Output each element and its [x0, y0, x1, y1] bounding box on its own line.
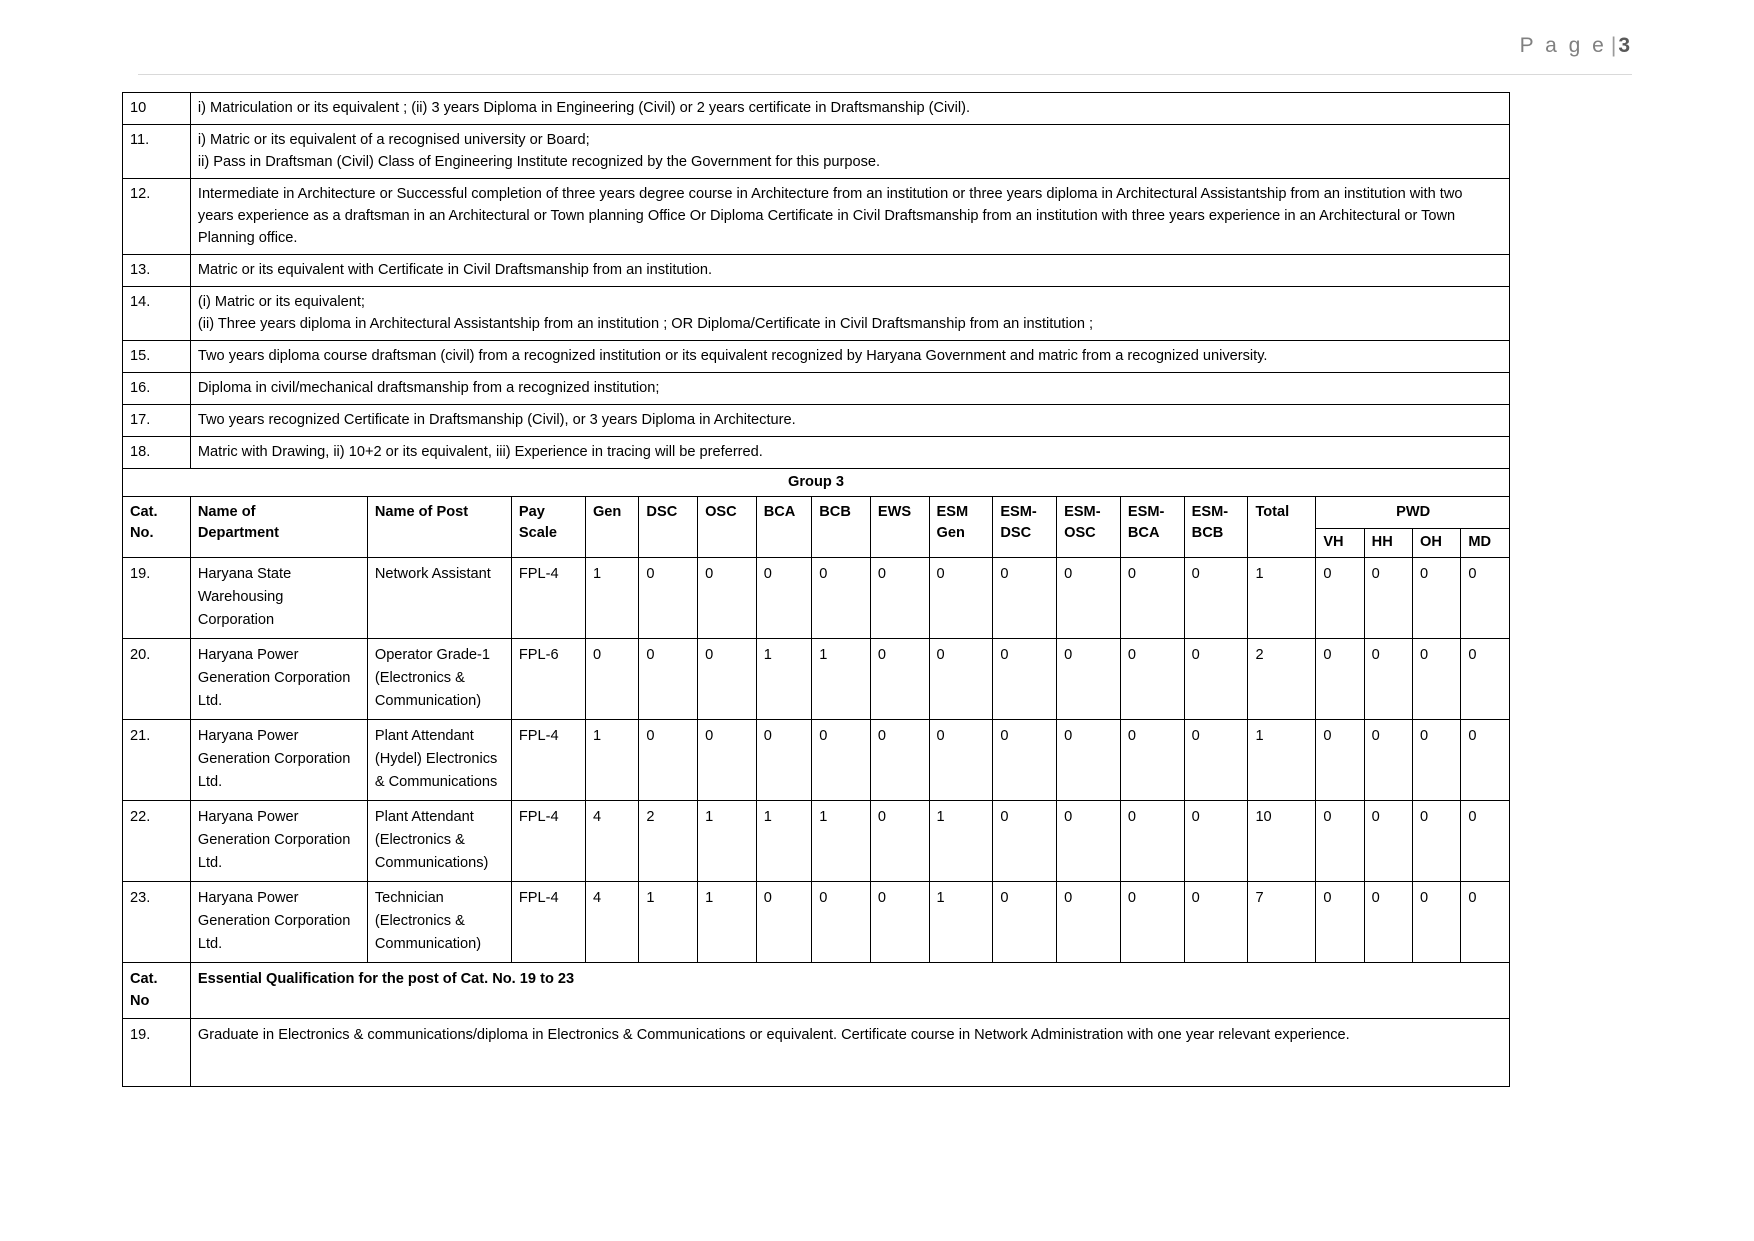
qualification-and-vacancy-table: [122, 92, 1510, 1087]
qualification-line: i) Matriculation or its equivalent ; (ii) 3 years Diploma in Engineering (Civil) or 2 years certificate in Draftsmanship (Civil).: [197, 100, 970, 116]
cell-dsc: 1: [639, 882, 698, 963]
page-separator: |: [1610, 34, 1617, 57]
header-esm-bcb-line2: BCB: [1191, 525, 1224, 541]
cell-bca: 0: [756, 720, 812, 801]
header-total: Total: [1248, 497, 1316, 558]
qualification-number: 11.: [123, 125, 191, 179]
cell-oh: 0: [1413, 801, 1461, 882]
cell-esm-bcb: 0: [1184, 639, 1248, 720]
qualification-number: 16.: [123, 373, 191, 405]
cell-ews: 0: [870, 720, 929, 801]
cell-vh: 0: [1316, 720, 1364, 801]
cell-bcb: 0: [812, 882, 871, 963]
table-row: [123, 437, 1510, 469]
qualification-text: [190, 287, 1509, 341]
table-row: [123, 639, 1510, 720]
cell-md: 0: [1461, 801, 1510, 882]
cell-md: 0: [1461, 639, 1510, 720]
cell-bca: 0: [756, 882, 812, 963]
cell-esm-bca: 0: [1120, 801, 1184, 882]
cell-bcb: 1: [812, 639, 871, 720]
cell-department: Haryana Power Generation Corporation Ltd.: [190, 720, 367, 801]
table-row: [123, 373, 1510, 405]
table-row: [123, 720, 1510, 801]
qualification-text: [190, 255, 1509, 287]
cell-gen: 4: [585, 801, 638, 882]
cell-osc: 1: [698, 882, 757, 963]
cell-bcb: 0: [812, 720, 871, 801]
qualification-text: [190, 341, 1509, 373]
cell-post: Network Assistant: [367, 558, 511, 639]
cell-pay-scale: FPL-4: [511, 720, 585, 801]
cell-pay-scale: FPL-4: [511, 801, 585, 882]
cell-total: 7: [1248, 882, 1316, 963]
essential-qualification-title: Essential Qualification for the post of Cat. No. 19 to 23: [190, 963, 1509, 1019]
qualification-number: 17.: [123, 405, 191, 437]
cell-vh: 0: [1316, 558, 1364, 639]
header-pwd: PWD: [1316, 497, 1510, 529]
header-esm-bca-line1: ESM-: [1127, 504, 1165, 520]
qualification-line: Matric or its equivalent with Certificate in Civil Draftsmanship from an institution.: [197, 262, 713, 278]
header-hh: HH: [1364, 529, 1412, 558]
qualification-line: (i) Matric or its equivalent;: [197, 294, 365, 310]
group-banner-label: Group 3: [123, 469, 1510, 497]
cell-department: Haryana State Warehousing Corporation: [190, 558, 367, 639]
cell-ews: 0: [870, 801, 929, 882]
cell-esm-gen: 0: [929, 558, 993, 639]
cell-bca: 0: [756, 558, 812, 639]
cell-esm-dsc: 0: [993, 558, 1057, 639]
cell-esm-bca: 0: [1120, 558, 1184, 639]
cell-osc: 0: [698, 639, 757, 720]
cell-esm-bcb: 0: [1184, 801, 1248, 882]
table-header-row: [123, 497, 1510, 529]
header-esm-osc: [1057, 497, 1121, 558]
header-esm-osc-line1: ESM-: [1064, 504, 1101, 520]
qualification-line: (ii) Three years diploma in Architectural Assistantship from an institution ; OR Diploma/Certificate in Civil Draftsmanship from an institution ;: [197, 316, 1094, 332]
cell-post: Plant Attendant (Hydel) Electronics & Communications: [367, 720, 511, 801]
qualification-text: [190, 437, 1509, 469]
cell-bca: 1: [756, 639, 812, 720]
cell-pay-scale: FPL-4: [511, 558, 585, 639]
cell-esm-gen: 0: [929, 639, 993, 720]
cell-hh: 0: [1364, 558, 1412, 639]
table-row: [123, 882, 1510, 963]
cell-osc: 1: [698, 801, 757, 882]
essential-cat-no-label: [123, 963, 191, 1019]
cell-hh: 0: [1364, 639, 1412, 720]
cell-esm-dsc: 0: [993, 639, 1057, 720]
cell-esm-dsc: 0: [993, 801, 1057, 882]
header-divider: [138, 74, 1632, 75]
qualification-text: [190, 125, 1509, 179]
header-department-line1: Name of: [197, 504, 256, 520]
page-header: [138, 34, 1632, 80]
header-esm-bcb: [1184, 497, 1248, 558]
cell-hh: 0: [1364, 801, 1412, 882]
page-word: P a g e: [1519, 34, 1607, 57]
header-pay-scale-line1: Pay: [518, 504, 545, 520]
table-row: [123, 93, 1510, 125]
cell-esm-gen: 1: [929, 882, 993, 963]
qualification-number: 10: [123, 93, 191, 125]
cell-oh: 0: [1413, 558, 1461, 639]
cell-ews: 0: [870, 639, 929, 720]
cell-ews: 0: [870, 882, 929, 963]
cell-esm-bcb: 0: [1184, 720, 1248, 801]
essential-qualification-row: [123, 1019, 1510, 1087]
cell-gen: 4: [585, 882, 638, 963]
header-gen: Gen: [585, 497, 638, 558]
qualification-line: Two years diploma course draftsman (civil) from a recognized institution or its equivalent recognized by Haryana Government and matric from a recognized university.: [197, 348, 1268, 364]
qualification-text: [190, 405, 1509, 437]
qualification-line: Intermediate in Architecture or Successful completion of three years degree course in Architecture from an institution or three years diploma in Architectural Assistantship from an institution with two years experience as a draftsman in an Architectural or Town planning Office Or Diploma Certificate in Civil Draftsmanship from an institution with three years experience in an Architectural or Town Planning office.: [197, 186, 1463, 246]
cell-total: 1: [1248, 558, 1316, 639]
cell-pay-scale: FPL-4: [511, 882, 585, 963]
cell-cat-no: 20.: [123, 639, 191, 720]
cell-department: Haryana Power Generation Corporation Ltd.: [190, 639, 367, 720]
header-esm-gen-line1: ESM: [936, 504, 969, 520]
header-esm-bca: [1120, 497, 1184, 558]
table-row: [123, 341, 1510, 373]
cell-esm-osc: 0: [1057, 720, 1121, 801]
table-row: [123, 287, 1510, 341]
qualification-line: Two years recognized Certificate in Draftsmanship (Civil), or 3 years Diploma in Architecture.: [197, 412, 796, 428]
cell-total: 2: [1248, 639, 1316, 720]
cell-esm-dsc: 0: [993, 720, 1057, 801]
table-row: [123, 125, 1510, 179]
header-pay-scale: [511, 497, 585, 558]
cell-bcb: 0: [812, 558, 871, 639]
cell-bcb: 1: [812, 801, 871, 882]
cell-vh: 0: [1316, 882, 1364, 963]
cell-gen: 0: [585, 639, 638, 720]
cell-esm-gen: 1: [929, 801, 993, 882]
cell-oh: 0: [1413, 639, 1461, 720]
cell-cat-no: 19.: [123, 558, 191, 639]
cell-md: 0: [1461, 720, 1510, 801]
header-esm-dsc-line1: ESM-: [1000, 504, 1037, 520]
group-banner-row: [123, 469, 1510, 497]
cell-oh: 0: [1413, 720, 1461, 801]
header-department-line2: Department: [197, 525, 279, 541]
essential-entry-text: Graduate in Electronics & communications/diploma in Electronics & Communications or equivalent. Certificate course in Network Administration with one year relevant experience.: [190, 1019, 1509, 1087]
table-row: [123, 179, 1510, 255]
qualification-line: i) Matric or its equivalent of a recognised university or Board;: [197, 132, 590, 148]
cell-esm-osc: 0: [1057, 639, 1121, 720]
cell-ews: 0: [870, 558, 929, 639]
qualification-number: 12.: [123, 179, 191, 255]
cell-cat-no: 22.: [123, 801, 191, 882]
cell-esm-bca: 0: [1120, 882, 1184, 963]
cell-total: 1: [1248, 720, 1316, 801]
cell-esm-bcb: 0: [1184, 882, 1248, 963]
cell-pay-scale: FPL-6: [511, 639, 585, 720]
cell-department: Haryana Power Generation Corporation Ltd.: [190, 882, 367, 963]
cell-vh: 0: [1316, 639, 1364, 720]
qualification-line: Diploma in civil/mechanical draftsmanship from a recognized institution;: [197, 380, 660, 396]
cell-esm-bca: 0: [1120, 639, 1184, 720]
cell-hh: 0: [1364, 882, 1412, 963]
header-esm-bcb-line1: ESM-: [1191, 504, 1229, 520]
cell-md: 0: [1461, 882, 1510, 963]
cell-bca: 1: [756, 801, 812, 882]
essential-cat-no-line2: No: [130, 993, 150, 1009]
header-pay-scale-line2: Scale: [518, 525, 558, 541]
header-vh: VH: [1316, 529, 1364, 558]
qualification-text: [190, 373, 1509, 405]
cell-esm-osc: 0: [1057, 558, 1121, 639]
qualification-line: Matric with Drawing, ii) 10+2 or its equivalent, iii) Experience in tracing will be preferred.: [197, 444, 763, 460]
header-md: MD: [1461, 529, 1510, 558]
qualification-text: [190, 179, 1509, 255]
header-dsc: DSC: [639, 497, 698, 558]
cell-gen: 1: [585, 720, 638, 801]
header-esm-osc-line2: OSC: [1064, 525, 1096, 541]
cell-md: 0: [1461, 558, 1510, 639]
table-row: [123, 558, 1510, 639]
essential-cat-no-line1: Cat.: [130, 971, 158, 987]
header-esm-dsc-line2: DSC: [1000, 525, 1032, 541]
header-bca: BCA: [756, 497, 812, 558]
header-bcb: BCB: [812, 497, 871, 558]
qualification-number: 13.: [123, 255, 191, 287]
qualification-line: ii) Pass in Draftsman (Civil) Class of Engineering Institute recognized by the Government for this purpose.: [197, 154, 881, 170]
header-ews: EWS: [870, 497, 929, 558]
cell-esm-bcb: 0: [1184, 558, 1248, 639]
header-esm-bca-line2: BCA: [1127, 525, 1160, 541]
header-esm-gen: [929, 497, 993, 558]
essential-qualification-header-row: [123, 963, 1510, 1019]
cell-cat-no: 23.: [123, 882, 191, 963]
header-post: Name of Post: [367, 497, 511, 558]
cell-total: 10: [1248, 801, 1316, 882]
table-row: [123, 405, 1510, 437]
cell-esm-gen: 0: [929, 720, 993, 801]
header-department: [190, 497, 367, 558]
qualification-number: 14.: [123, 287, 191, 341]
cell-post: Operator Grade-1 (Electronics & Communication): [367, 639, 511, 720]
cell-post: Plant Attendant (Electronics & Communications): [367, 801, 511, 882]
qualification-text: [190, 93, 1509, 125]
header-cat-no-line1: Cat.: [130, 504, 158, 520]
table-row: [123, 255, 1510, 287]
header-esm-gen-line2: Gen: [936, 525, 965, 541]
cell-department: Haryana Power Generation Corporation Ltd.: [190, 801, 367, 882]
cell-esm-dsc: 0: [993, 882, 1057, 963]
qualification-number: 18.: [123, 437, 191, 469]
essential-entry-number: 19.: [123, 1019, 191, 1087]
cell-osc: 0: [698, 558, 757, 639]
cell-vh: 0: [1316, 801, 1364, 882]
header-cat-no: [123, 497, 191, 558]
table-row: [123, 801, 1510, 882]
cell-dsc: 2: [639, 801, 698, 882]
cell-cat-no: 21.: [123, 720, 191, 801]
cell-dsc: 0: [639, 558, 698, 639]
qualification-number: 15.: [123, 341, 191, 373]
header-osc: OSC: [698, 497, 757, 558]
cell-esm-bca: 0: [1120, 720, 1184, 801]
page-number-label: [138, 34, 1632, 58]
cell-dsc: 0: [639, 720, 698, 801]
cell-hh: 0: [1364, 720, 1412, 801]
cell-esm-osc: 0: [1057, 882, 1121, 963]
header-esm-dsc: [993, 497, 1057, 558]
cell-post: Technician (Electronics & Communication): [367, 882, 511, 963]
header-cat-no-line2: No.: [130, 525, 154, 541]
cell-oh: 0: [1413, 882, 1461, 963]
cell-gen: 1: [585, 558, 638, 639]
cell-osc: 0: [698, 720, 757, 801]
page-number: 3: [1618, 34, 1630, 57]
cell-esm-osc: 0: [1057, 801, 1121, 882]
cell-dsc: 0: [639, 639, 698, 720]
header-oh: OH: [1413, 529, 1461, 558]
